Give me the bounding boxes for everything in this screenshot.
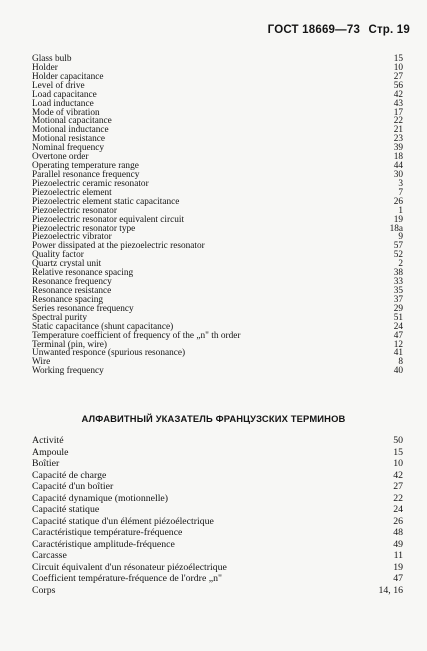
index-term-number: 19: [393, 561, 403, 573]
index-term: Power dissipated at the piezoelectric resonator: [32, 241, 205, 252]
index-term: Coefficient température-fréquence de l'ordre „n": [32, 573, 222, 584]
index-term: Capacité statique: [32, 504, 100, 515]
index-term-number: 18: [393, 152, 403, 163]
index-term-number: 19: [393, 214, 403, 225]
index-term-number: 40: [393, 366, 403, 377]
index-entry: [32, 242, 403, 251]
index-term-number: 12: [393, 339, 403, 350]
index-term-number: 37: [393, 294, 403, 305]
french-index-heading: АЛФАВИТНЫЙ УКАЗАТЕЛЬ ФРАНЦУЗСКИХ ТЕРМИНОВ: [81, 413, 346, 424]
index-entry: [32, 573, 403, 585]
index-term-number: 26: [393, 196, 403, 207]
index-term: Circuit équivalent d'un résonateur piézoélectrique: [32, 561, 227, 573]
index-term-number: 52: [393, 250, 403, 261]
index-term-number: 33: [393, 277, 403, 288]
index-term: Static capacitance (shunt capacitance): [32, 321, 174, 332]
index-entry: [32, 504, 403, 516]
index-term: Terminal (pin, wire): [32, 339, 107, 350]
index-term: Piezoelectric element: [32, 187, 112, 198]
index-term: Corps: [32, 584, 56, 596]
index-entry: [32, 458, 403, 470]
index-entry: [32, 367, 403, 376]
index-term-number: 11: [393, 550, 403, 561]
standard-number: ГОСТ 18669—73: [267, 24, 361, 36]
index-term: Piezoelectric ceramic resonator: [32, 178, 149, 189]
index-entry: [32, 585, 403, 597]
index-term-number: 15: [393, 446, 403, 458]
index-term: Capacité d'un boîtier: [32, 481, 114, 492]
index-term-number: 7: [398, 187, 403, 198]
index-term-number: 10: [393, 458, 403, 469]
index-term-number: 21: [393, 125, 403, 136]
index-term: Piezoelectric resonator type: [32, 223, 136, 234]
index-term: Resonance frequency: [32, 277, 112, 288]
index-term: Level of drive: [32, 80, 85, 91]
index-term: Caractéristique amplitude-fréquence: [32, 538, 175, 550]
index-term: Wire: [32, 357, 51, 368]
index-term-number: 51: [393, 312, 403, 323]
index-term: Holder capacitance: [32, 71, 104, 82]
index-term: Load capacitance: [32, 89, 97, 100]
index-entry: [32, 349, 403, 358]
index-term-number: 26: [393, 515, 403, 527]
index-entry: [32, 539, 403, 551]
index-entry: [32, 470, 403, 482]
index-term: Piezoelectric element static capacitance: [32, 196, 180, 207]
index-term: Nominal frequency: [32, 143, 105, 154]
index-entry: [32, 550, 403, 562]
index-entry: [32, 481, 403, 493]
index-term-number: 10: [393, 62, 403, 73]
index-term-number: 22: [393, 116, 403, 127]
index-entry: [32, 562, 403, 574]
index-term: Resonance resistance: [32, 285, 112, 296]
index-term-number: 23: [393, 134, 403, 145]
index-term-number: 30: [393, 169, 403, 180]
index-term-number: 8: [398, 357, 403, 368]
index-term-number: 24: [393, 321, 403, 332]
index-term-number: 29: [393, 303, 403, 314]
index-term-number: 43: [393, 98, 403, 109]
index-term-number: 44: [393, 161, 403, 172]
index-term-number: 47: [393, 573, 403, 584]
index-term-number: 56: [393, 80, 403, 91]
index-term: Temperature coefficient of frequency of the „n" th order: [32, 330, 241, 341]
index-term-number: 24: [393, 504, 403, 515]
page-header: [268, 24, 410, 36]
index-term-number: 3: [398, 178, 403, 189]
index-term: Series resonance frequency: [32, 303, 134, 314]
index-entry: [32, 516, 403, 528]
index-term-number: 39: [393, 143, 403, 154]
index-entry: [32, 527, 403, 539]
index-term: Motional capacitance: [32, 116, 112, 127]
index-entry: [32, 447, 403, 459]
index-entry: [32, 55, 403, 64]
index-term: Piezoelectric resonator equivalent circuit: [32, 214, 185, 225]
index-term: Operating temperature range: [32, 161, 139, 172]
index-term: Quartz crystal unit: [32, 259, 102, 270]
index-entry: [32, 493, 403, 505]
index-term-number: 38: [393, 268, 403, 279]
index-term-number: 22: [393, 492, 403, 504]
index-entry: [32, 73, 403, 82]
index-term-number: 17: [393, 107, 403, 118]
index-term: Glass bulb: [32, 54, 72, 64]
index-term-number: 50: [393, 435, 403, 446]
index-term-number: 18a: [389, 223, 403, 234]
index-entry: [32, 435, 403, 447]
index-term: Activité: [32, 435, 64, 446]
index-term-number: 14, 16: [378, 584, 403, 596]
index-term: Motional inductance: [32, 125, 109, 136]
index-term-number: 35: [393, 285, 403, 296]
index-term-number: 47: [393, 330, 403, 341]
index-term: Resonance spacing: [32, 294, 103, 305]
index-term: Piezoelectric vibrator: [32, 232, 112, 243]
index-term: Overtone order: [32, 152, 89, 163]
index-term-number: 42: [393, 89, 403, 100]
index-term-number: 27: [393, 481, 403, 492]
index-term-number: 27: [393, 71, 403, 82]
index-term: Unwanted responce (spurious resonance): [32, 348, 186, 359]
index-term: Capacité statique d'un élément piézoélectrique: [32, 515, 214, 527]
index-term-number: 2: [398, 259, 403, 270]
french-terms-index: [32, 435, 403, 596]
index-term: Quality factor: [32, 250, 84, 261]
index-term-number: 1: [398, 205, 403, 216]
index-term: Spectral purity: [32, 312, 87, 323]
index-term: Capacité dynamique (motionnelle): [32, 492, 169, 504]
index-term: Caractéristique température-fréquence: [32, 527, 183, 538]
index-term-number: 41: [393, 348, 403, 359]
index-term-number: 9: [398, 232, 403, 243]
index-term: Parallel resonance frequency: [32, 169, 140, 180]
index-term: Carcasse: [32, 550, 67, 561]
index-term: Load inductance: [32, 98, 94, 109]
index-term: Holder: [32, 62, 58, 73]
index-term: Capacité de charge: [32, 469, 107, 481]
index-term: Boîtier: [32, 458, 60, 469]
page-number: Стр. 19: [368, 24, 410, 36]
index-term-number: 48: [393, 527, 403, 538]
index-term: Piezoelectric resonator: [32, 205, 117, 216]
index-term: Mode of vibration: [32, 107, 100, 118]
index-term: Motional resistance: [32, 134, 106, 145]
index-entry: [32, 305, 403, 314]
index-term: Ampoule: [32, 446, 69, 458]
english-terms-index: [32, 55, 403, 376]
index-term-number: 57: [393, 241, 403, 252]
index-term: Working frequency: [32, 366, 104, 377]
index-term-number: 42: [393, 469, 403, 481]
index-term-number: 49: [393, 538, 403, 550]
index-term-number: 15: [393, 54, 403, 64]
index-term: Relative resonance spacing: [32, 268, 134, 279]
